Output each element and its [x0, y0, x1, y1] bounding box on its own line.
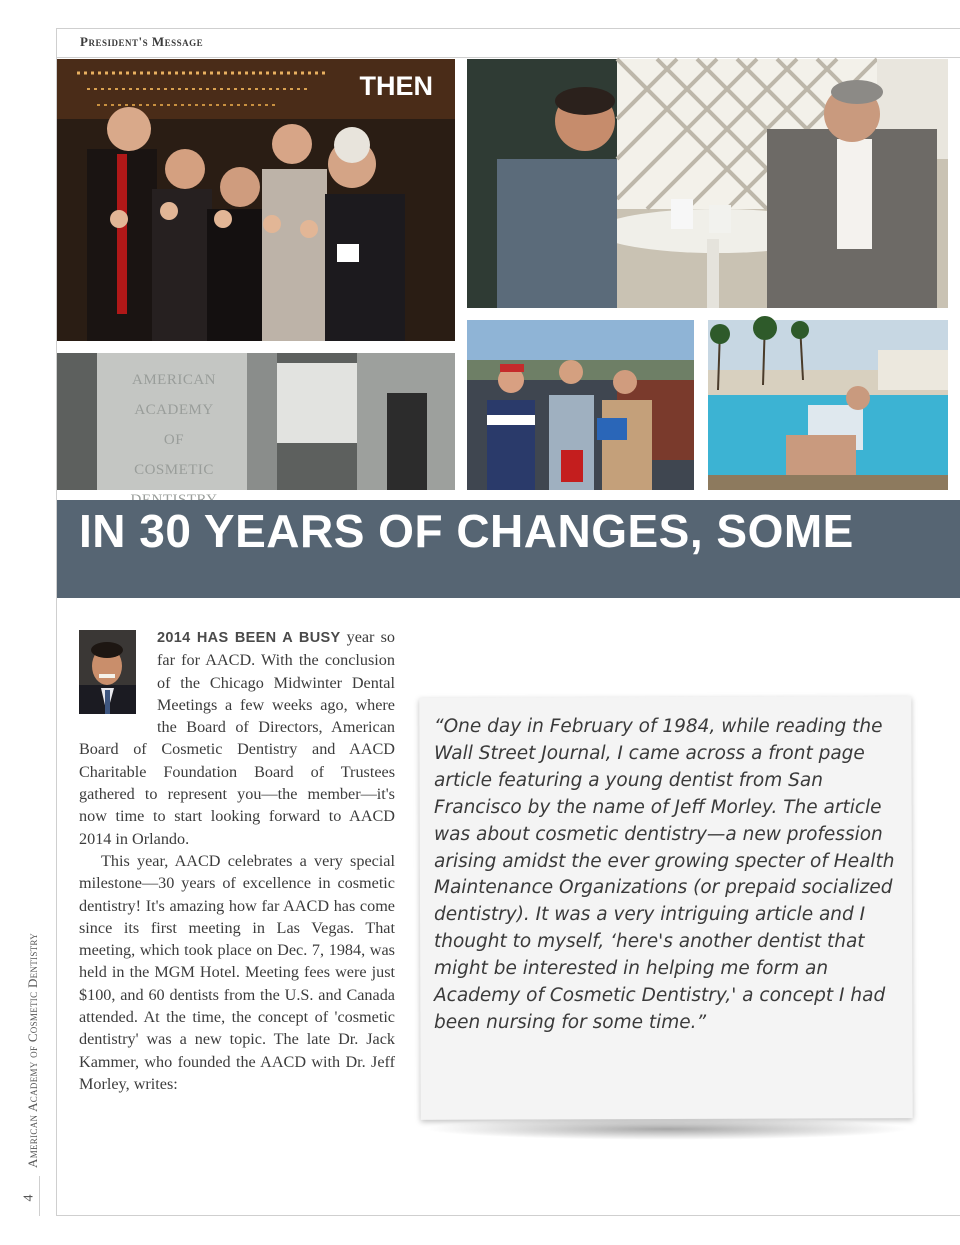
- article-paragraph-2: This year, AACD celebrates a very special milestone—30 years of excellence in cosmetic dentistry! It's amazing how far AACD has come since its first meeting in Las Vegas. That meeting, which took place on Dec. 7, 1984, was held in the MGM Hotel. Meeting fees were just $100, and 60 dentists from the U.S. and Canada attended. At the time, the concept of 'cosmetic dentistry' was a new topic. The late Dr. Jack Kammer, who founded the AACD with Dr. Jeff Morley, writes:: [79, 851, 395, 1093]
- academy-sign-photo: [57, 353, 455, 490]
- article-paragraph-1: year so far for AACD. With the conclusion of the Chicago Midwinter Dental Meetings a few weeks ago, where the Board of Directors, American Board of Cosmetic Dentistry and AACD Charitable Foundation Board of Trustees gathered to represent you—the member—it's now time to start looking forward to AACD 2014 in Orlando.: [79, 628, 396, 848]
- header-rule: [56, 57, 960, 58]
- then-label: THEN: [359, 71, 433, 101]
- sign-line-1: AMERICAN ACADEMY: [131, 372, 216, 418]
- side-rule: [39, 1176, 40, 1216]
- article-body: [79, 626, 395, 1095]
- sign-line-2: OF: [163, 432, 185, 448]
- page-number: 4: [21, 1194, 37, 1202]
- sign-line-3: COSMETIC: [134, 462, 214, 478]
- pool-photo: [708, 320, 948, 490]
- pull-quote: “One day in February of 1984, while reading the Wall Street Journal, I came across a front page article featuring a young dentist from San Francisco by the name of Jeff Morley. The article was about cosmetic dentistry—a new profession arising amidst the ever growing specter of Health Maintenance Organizations (or prepaid socialized dentistry). It was a very intriguing article and I thought to myself, ‘here's another dentist that might be interested in helping me form an Academy of Cosmetic Dentistry,' a concept I had been nursing for some time.”: [434, 716, 895, 1033]
- headline-banner: [57, 500, 960, 598]
- publication-name: American Academy of Cosmetic Dentistry: [25, 932, 40, 1168]
- headline: IN 30 YEARS OF CHANGES, SOME: [79, 505, 854, 557]
- group-photo-then: [57, 59, 455, 341]
- section-label: President's Message: [80, 34, 204, 49]
- car-group-photo: [467, 320, 694, 490]
- table-conversation-photo: [467, 59, 948, 308]
- note-shadow: [424, 1118, 910, 1140]
- article-lead-in: 2014 HAS BEEN A BUSY: [157, 630, 341, 646]
